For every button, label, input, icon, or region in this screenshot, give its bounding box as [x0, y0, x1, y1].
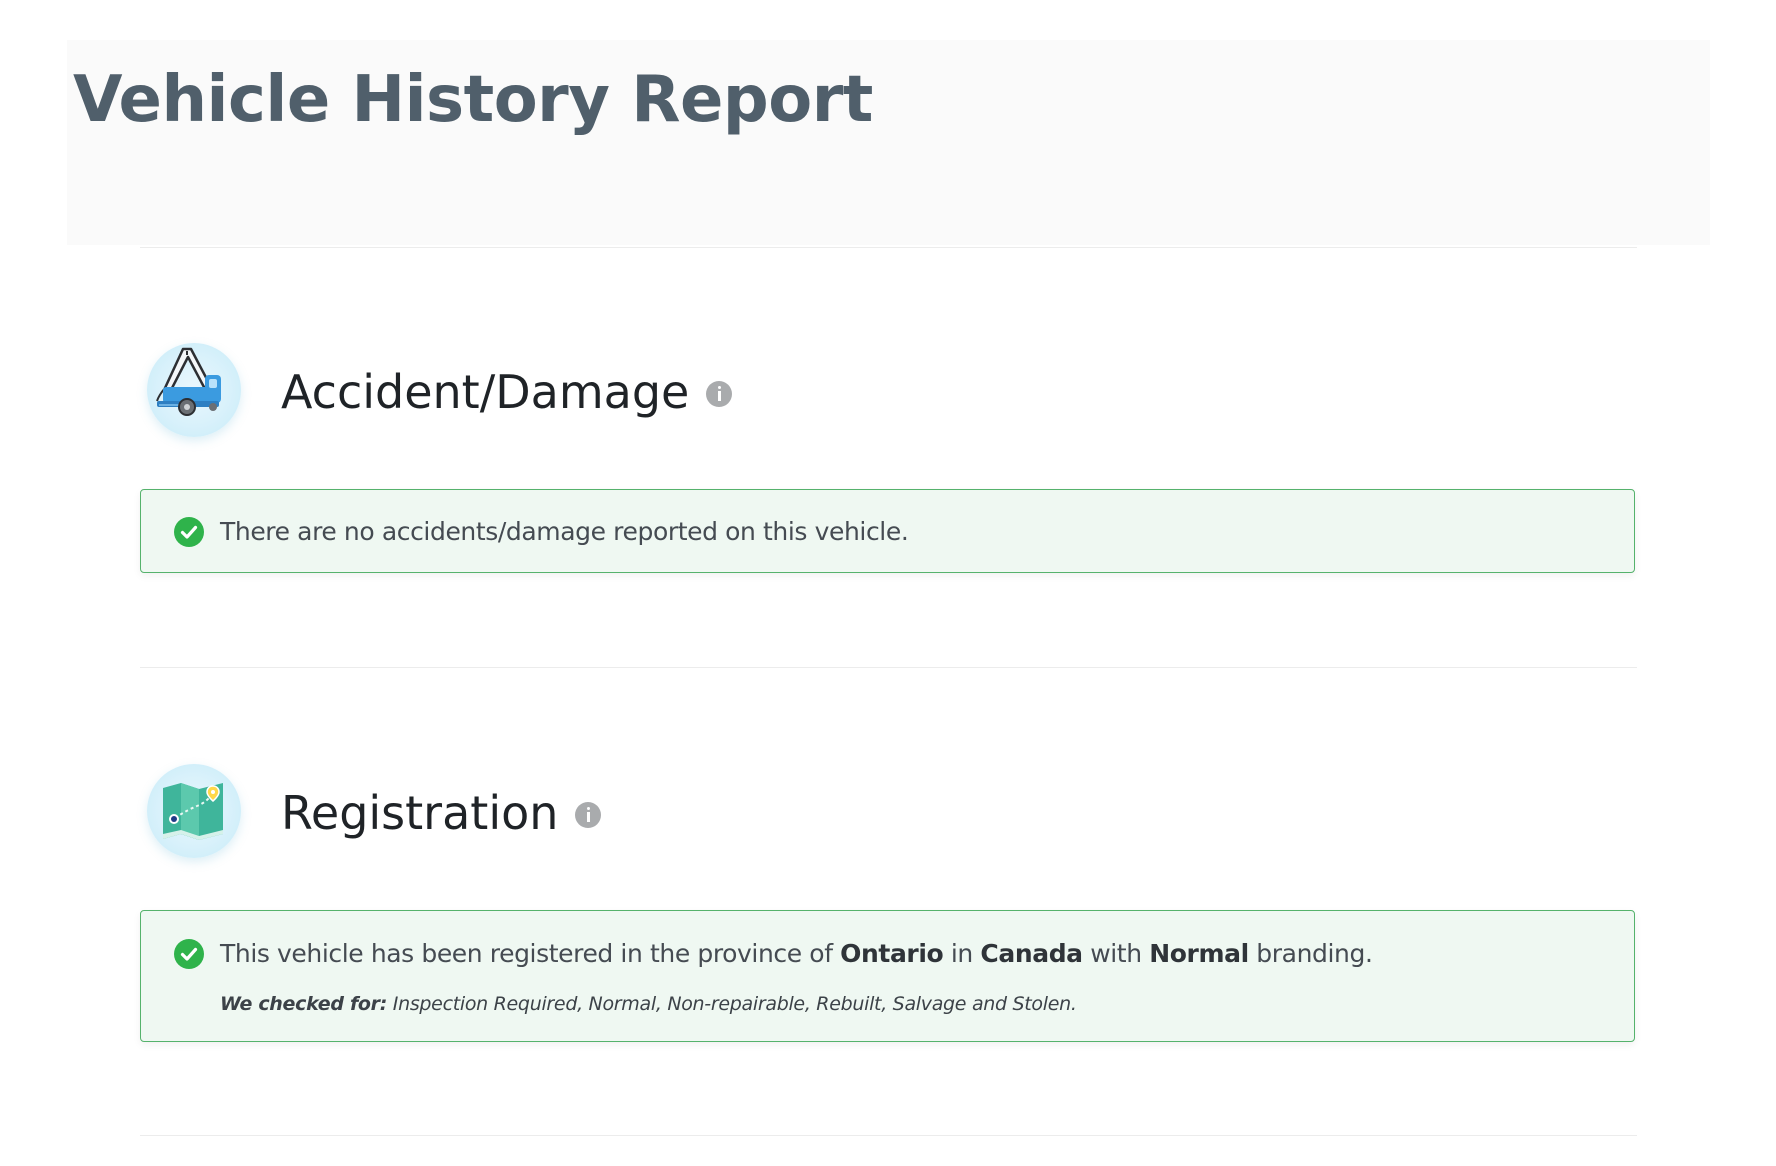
accident-damage-message: There are no accidents/damage reported on this vehicle. [220, 517, 909, 546]
map-icon [147, 764, 241, 858]
registration-message-text: branding. [1248, 939, 1373, 968]
registration-message-text: in [943, 939, 981, 968]
country-value: Canada [980, 939, 1083, 968]
registration-message-text: This vehicle has been registered in the province of [220, 939, 841, 968]
checked-for-list: Inspection Required, Normal, Non-repairable, Rebuilt, Salvage and Stolen. [387, 993, 1077, 1015]
info-icon[interactable] [706, 381, 732, 407]
checked-for-note [220, 995, 1077, 1014]
registration-message [220, 941, 1373, 966]
section-title-registration [281, 786, 601, 840]
section-title-accident-damage [281, 365, 732, 419]
divider [140, 247, 1637, 248]
page-title: Vehicle History Report [73, 63, 873, 137]
branding-value: Normal [1149, 939, 1249, 968]
divider [140, 667, 1637, 668]
tow-truck-icon [147, 343, 241, 437]
province-value: Ontario [840, 939, 944, 968]
divider [140, 1135, 1637, 1136]
section-title-label: Accident/Damage [281, 365, 690, 419]
registration-message-text: with [1082, 939, 1150, 968]
checked-for-label: We checked for: [220, 993, 388, 1015]
check-circle-icon [174, 939, 204, 969]
section-title-label: Registration [281, 786, 559, 840]
accident-damage-status-alert [140, 489, 1635, 573]
registration-status-alert [140, 910, 1635, 1042]
info-icon[interactable] [575, 802, 601, 828]
check-circle-icon [174, 517, 204, 547]
